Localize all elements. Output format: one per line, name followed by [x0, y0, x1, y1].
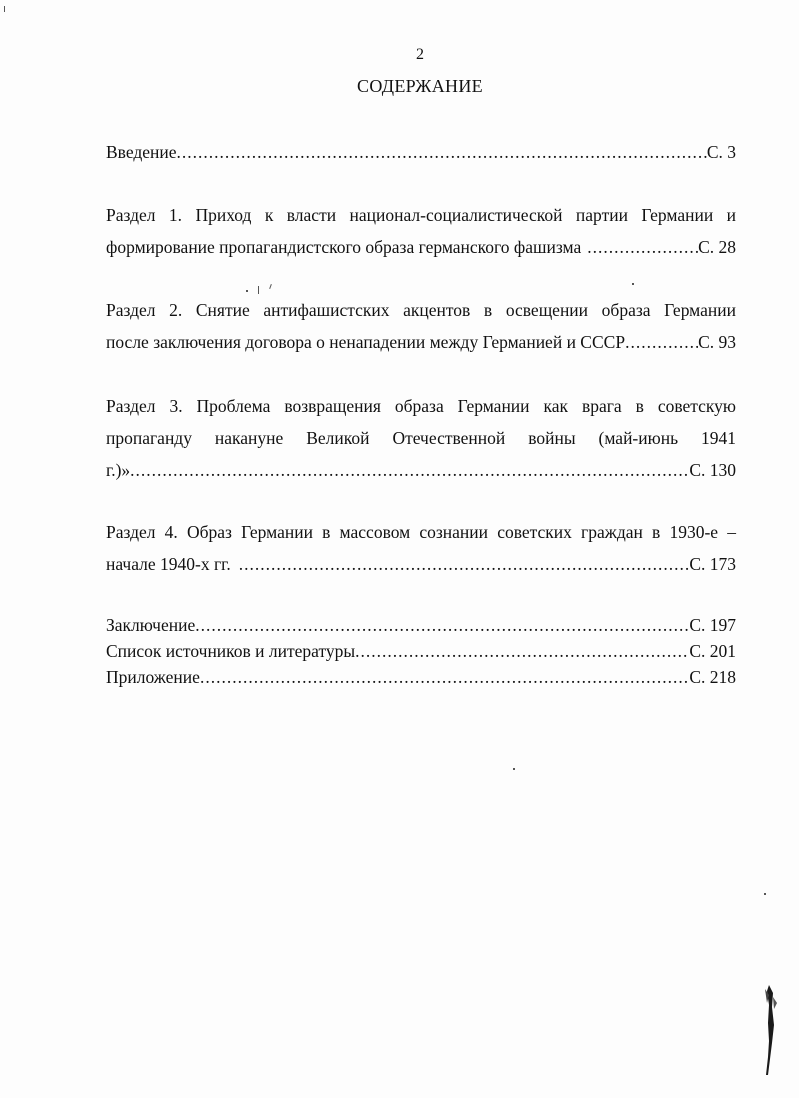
dot-leader: [177, 136, 707, 168]
toc-end-entries: [106, 612, 736, 690]
scan-speck: [513, 768, 515, 770]
scan-speck: [632, 283, 634, 285]
toc-entry-sources[interactable]: [106, 638, 736, 664]
dot-leader: [195, 612, 689, 638]
toc-heading: СОДЕРЖАНИЕ: [357, 76, 483, 96]
dot-leader: [130, 454, 689, 486]
toc-entry-conclusion[interactable]: [106, 612, 736, 638]
toc-title-line: Раздел 4. Образ Германии в массовом сознании советских граждан в 1930-е –: [106, 522, 736, 542]
toc-entry-section-2[interactable]: [106, 294, 736, 358]
dot-leader: [239, 548, 690, 580]
toc-title-line: Раздел 1. Приход к власти национал-социалистической партии Германии и: [106, 205, 736, 225]
toc-title-line: Раздел 3. Проблема возвращения образа Германии как врага в советскую: [106, 396, 736, 416]
toc-title-line: г.)»: [106, 460, 131, 480]
scan-edge-mark: [763, 985, 779, 1075]
toc-title-line: Раздел 2. Снятие антифашистских акцентов в освещении образа Германии: [106, 300, 736, 320]
scan-speck: [4, 6, 5, 12]
toc-page: С. 201: [689, 641, 736, 661]
scan-speck: [269, 284, 272, 289]
toc-title-line: пропаганду накануне Великой Отечественной войны (май-июнь 1941: [106, 428, 736, 448]
toc-entry-appendix[interactable]: [106, 664, 736, 690]
scan-speck: [246, 290, 248, 292]
toc-page: С. 3: [706, 142, 736, 162]
scan-speck: [258, 286, 259, 294]
toc-title: Список источников и литературы: [106, 641, 356, 661]
toc-title: Введение: [106, 142, 177, 162]
toc-entry-section-1[interactable]: [106, 199, 736, 263]
toc-entry-section-3[interactable]: [106, 390, 736, 486]
scan-speck: [764, 893, 766, 895]
toc-entry-intro[interactable]: [106, 136, 736, 168]
dot-leader: [355, 638, 689, 664]
toc-page: С. 218: [689, 667, 736, 687]
toc-page: С. 173: [689, 554, 736, 574]
dot-leader: [200, 664, 689, 690]
toc-title: Заключение: [106, 615, 196, 635]
toc-title-line: после заключения договора о ненападении между Германией и СССР: [106, 332, 626, 352]
page-number: 2: [416, 46, 424, 63]
toc-page: С. 93: [698, 332, 736, 352]
toc-page: С. 28: [698, 237, 736, 257]
toc-page: С. 197: [689, 615, 736, 635]
dot-leader: [625, 326, 698, 358]
dot-leader: [587, 231, 698, 263]
toc-title: Приложение: [106, 667, 200, 687]
toc-title-line: формирование пропагандистского образа германского фашизма: [106, 237, 582, 257]
toc-entry-section-4[interactable]: [106, 516, 736, 580]
toc-page: С. 130: [689, 460, 736, 480]
toc-title-line: начале 1940-х гг.: [106, 554, 231, 574]
